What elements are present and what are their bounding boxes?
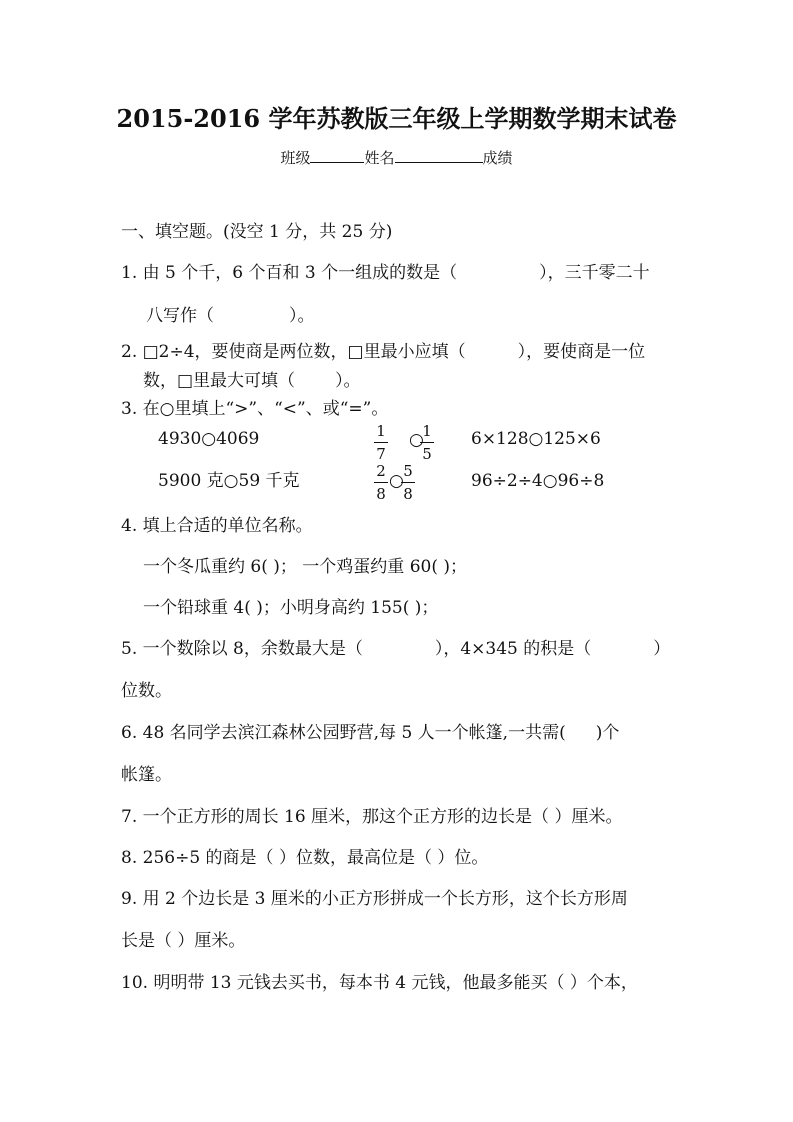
question-10: 10. 明明带 13 元钱去买书，每本书 4 元钱，他最多能买（ ）个本， bbox=[121, 973, 638, 993]
question-6-line-1 bbox=[121, 722, 619, 744]
question-5-text-b: ），4×345 的积是（ bbox=[434, 639, 592, 659]
denominator: 8 bbox=[376, 485, 386, 503]
fraction-2-8 bbox=[374, 462, 388, 503]
denominator: 8 bbox=[403, 485, 413, 503]
question-6-text-b: )个 bbox=[595, 723, 620, 743]
question-5-line-1 bbox=[121, 638, 670, 660]
question-6-text-a: 6. 48 名同学去滨江森林公园野营,每 5 人一个帐篷,一共需( bbox=[121, 723, 566, 743]
question-4-line-2: 一个铅球重 4( )；小明身高约 155( )； bbox=[143, 598, 439, 618]
numerator: 1 bbox=[420, 422, 434, 443]
score-label: 成绩 bbox=[482, 149, 513, 167]
question-7: 7. 一个正方形的周长 16 厘米，那这个正方形的边长是（ ）厘米。 bbox=[121, 807, 623, 827]
question-2-text-a: 2. □2÷4，要使商是两位数，□里最小应填（ bbox=[121, 342, 466, 362]
compare-row1-col3: 6×128○125×6 bbox=[471, 429, 601, 449]
name-label: 姓名 bbox=[364, 149, 395, 167]
compare-row1-col1: 4930○4069 bbox=[158, 429, 260, 449]
student-info-header bbox=[0, 147, 793, 168]
question-9-line-2: 长是（ ）厘米。 bbox=[121, 931, 246, 951]
denominator: 7 bbox=[376, 445, 386, 463]
numerator: 5 bbox=[401, 462, 415, 483]
question-1-line-2 bbox=[146, 305, 315, 327]
numerator: 1 bbox=[374, 422, 388, 443]
compare-row2-col3: 96÷2÷4○96÷8 bbox=[471, 471, 605, 491]
question-1-text-a: 1. 由 5 个千，6 个百和 3 个一组成的数是（ bbox=[121, 263, 458, 283]
question-9-line-1: 9. 用 2 个边长是 3 厘米的小正方形拼成一个长方形，这个长方形周 bbox=[121, 889, 628, 909]
question-1-text-b: ），三千零二十 bbox=[539, 263, 650, 283]
question-4-prompt: 4. 填上合适的单位名称。 bbox=[121, 516, 313, 536]
question-4-line-1: 一个冬瓜重约 6( )； 一个鸡蛋约重 60( )； bbox=[143, 557, 467, 577]
compare-circle[interactable]: ○ bbox=[389, 471, 404, 491]
fraction-5-8 bbox=[401, 462, 415, 503]
question-2-line-1 bbox=[121, 341, 645, 363]
question-5-line-2: 位数。 bbox=[121, 681, 172, 701]
question-3-prompt: 3. 在○里填上“>”、“<”、或“=”。 bbox=[121, 399, 389, 419]
question-2-line-2 bbox=[143, 370, 361, 392]
fraction-1-5 bbox=[420, 422, 434, 463]
question-5-text-a: 5. 一个数除以 8，余数最大是（ bbox=[121, 639, 363, 659]
question-6-line-2: 帐篷。 bbox=[121, 765, 172, 785]
question-1-text-d: ）。 bbox=[289, 306, 315, 326]
denominator: 5 bbox=[422, 445, 432, 463]
question-2-text-b: ），要使商是一位 bbox=[517, 342, 646, 362]
section-heading: 一、填空题。(没空 1 分，共 25 分) bbox=[121, 222, 393, 242]
compare-row2-col1: 5900 克○59 千克 bbox=[158, 471, 300, 491]
question-5-text-c: ） bbox=[653, 639, 671, 659]
page-title: 2015-2016 学年苏教版三年级上学期数学期末试卷 bbox=[116, 104, 677, 133]
question-1-line-1 bbox=[121, 262, 650, 284]
question-2-text-c: 数，□里最大可填（ bbox=[143, 371, 296, 391]
fraction-1-7 bbox=[374, 422, 388, 463]
compare-circle[interactable]: ○ bbox=[409, 430, 424, 450]
question-1-text-c: 八写作（ bbox=[146, 306, 214, 326]
class-blank[interactable] bbox=[310, 147, 364, 163]
question-8: 8. 256÷5 的商是（ ）位数，最高位是（ ）位。 bbox=[121, 848, 489, 868]
question-2-text-d: ）。 bbox=[335, 371, 361, 391]
class-label: 班级 bbox=[280, 149, 311, 167]
numerator: 2 bbox=[374, 462, 388, 483]
name-blank[interactable] bbox=[395, 147, 483, 163]
